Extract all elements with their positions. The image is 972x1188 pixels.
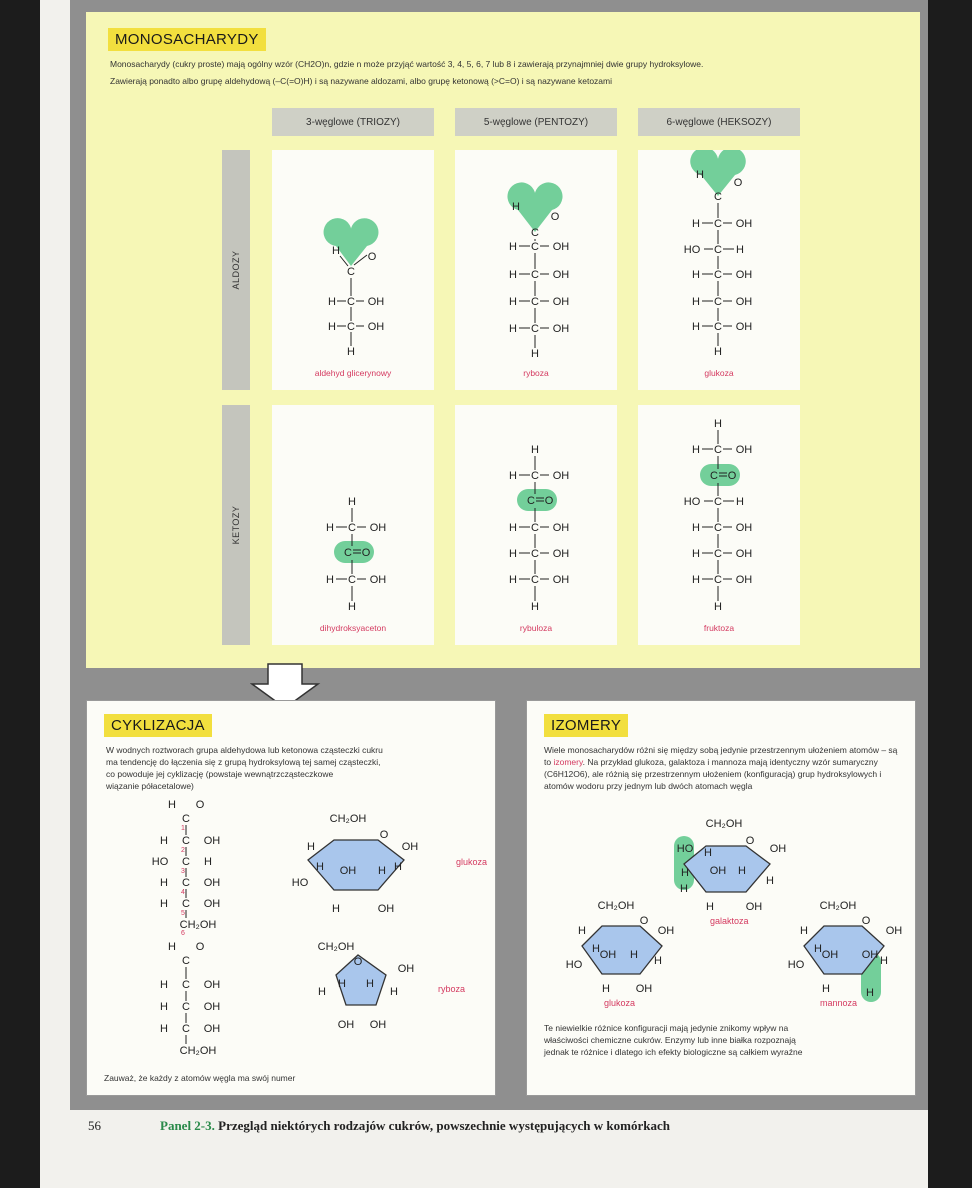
svg-text:C: C <box>182 1023 190 1035</box>
svg-text:C: C <box>182 813 190 825</box>
svg-text:C: C <box>714 244 722 256</box>
isomers-note: Te niewielkie różnice konfiguracji mają jedynie znikomy wpływ na właściwości chemiczne cukrów. Enzymy lub inne białka rozpoznają jednak te różnice i dlatego ich efekty biologiczne są całkiem wyraźne <box>544 1023 803 1057</box>
svg-text:OH: OH <box>377 903 395 915</box>
svg-text:H: H <box>692 574 700 586</box>
svg-text:C: C <box>531 296 539 308</box>
svg-text:O: O <box>733 177 743 189</box>
svg-text:H: H <box>692 321 700 333</box>
fructose-structure <box>638 405 800 645</box>
svg-text:H: H <box>696 169 704 181</box>
svg-text:H: H <box>681 867 689 879</box>
svg-text:ryboza: ryboza <box>438 984 466 994</box>
svg-text:OH: OH <box>339 865 357 877</box>
svg-text:CH₂OH: CH₂OH <box>179 919 217 931</box>
svg-text:OH: OH <box>735 321 753 333</box>
svg-text:H: H <box>318 986 326 998</box>
svg-text:O: O <box>195 799 205 811</box>
svg-text:OH: OH <box>367 296 385 308</box>
svg-text:H: H <box>630 949 638 961</box>
svg-text:CH₂OH: CH₂OH <box>317 941 355 953</box>
cell-dihydroxyacetone <box>272 405 434 645</box>
svg-text:H: H <box>509 522 517 534</box>
intro-line-2: Zawierają ponadto albo grupę aldehydową (–C(=O)H) i są nazywane aldozami, albo grupę ketonową (>C=O) i są nazywane ketozami <box>110 76 613 86</box>
svg-text:OH: OH <box>552 548 570 560</box>
svg-text:H: H <box>307 841 315 853</box>
svg-text:H: H <box>578 925 586 937</box>
svg-text:H: H <box>509 574 517 586</box>
column-header-hexoses: 6-węglowe (HEKSOZY) <box>638 108 800 136</box>
cell-fructose <box>638 405 800 645</box>
svg-text:H: H <box>509 323 517 335</box>
svg-text:OH: OH <box>552 574 570 586</box>
svg-text:C: C <box>347 296 355 308</box>
svg-text:O: O <box>639 915 649 927</box>
svg-text:HO: HO <box>291 877 309 889</box>
cell-ribulose <box>455 405 617 645</box>
svg-text:H: H <box>531 444 539 456</box>
svg-text:C: C <box>714 548 722 560</box>
svg-text:O: O <box>727 470 737 482</box>
svg-text:C: C <box>714 496 722 508</box>
svg-text:H: H <box>509 548 517 560</box>
svg-text:H: H <box>692 218 700 230</box>
svg-text:H: H <box>509 241 517 253</box>
caption-text: Przegląd niektórych rodzajów cukrów, powszechnie występujących w komórkach <box>218 1118 670 1133</box>
svg-text:mannoza: mannoza <box>820 998 858 1008</box>
svg-text:H: H <box>592 943 600 955</box>
svg-text:OH: OH <box>401 841 419 853</box>
svg-text:H: H <box>332 903 340 915</box>
svg-text:OH: OH <box>203 835 221 847</box>
svg-text:OH: OH <box>745 901 763 913</box>
svg-text:H: H <box>366 978 374 990</box>
svg-text:H: H <box>160 979 168 991</box>
svg-text:OH: OH <box>552 323 570 335</box>
svg-text:C: C <box>714 218 722 230</box>
svg-text:C: C <box>714 191 722 203</box>
svg-text:H: H <box>531 601 539 613</box>
svg-text:OH: OH <box>203 1023 221 1035</box>
svg-text:H: H <box>531 348 539 360</box>
svg-text:OH: OH <box>367 321 385 333</box>
svg-text:C: C <box>714 522 722 534</box>
svg-text:HO: HO <box>151 856 169 868</box>
svg-text:H: H <box>390 986 398 998</box>
svg-text:H: H <box>509 296 517 308</box>
svg-text:H: H <box>509 470 517 482</box>
svg-text:H: H <box>738 865 746 877</box>
svg-text:H: H <box>602 983 610 995</box>
svg-text:O: O <box>861 915 871 927</box>
svg-text:OH: OH <box>735 218 753 230</box>
svg-text:C: C <box>531 548 539 560</box>
svg-text:OH: OH <box>735 269 753 281</box>
isomers-diagram <box>526 812 914 1012</box>
svg-text:H: H <box>204 856 212 868</box>
svg-text:H: H <box>160 835 168 847</box>
ribose-label: ryboza <box>523 368 549 378</box>
svg-text:OH: OH <box>657 925 675 937</box>
svg-text:H: H <box>168 941 176 953</box>
glucose-structure <box>638 150 800 390</box>
svg-text:C: C <box>714 321 722 333</box>
ribose-structure <box>455 150 617 390</box>
svg-text:C: C <box>714 444 722 456</box>
svg-text:C: C <box>347 321 355 333</box>
svg-text:OH: OH <box>552 470 570 482</box>
svg-text:H: H <box>168 799 176 811</box>
svg-text:OH: OH <box>709 865 727 877</box>
isomers-text: Wiele monosacharydów różni się między sobą jedynie przestrzennym ułożeniem atomów – są to izomery. Na przykład glukoza, galaktoza i mannoza mają identyczny wzór sumaryczny (C6H12O6), ale różnią się przestrzennym ułożeniem (konfiguracją) grup hydroksylowych i atomów wodoru przy jednym lub dwóch atomach węgla <box>544 745 898 791</box>
svg-text:H: H <box>866 987 874 999</box>
svg-text:O: O <box>379 829 389 841</box>
svg-text:OH: OH <box>203 979 221 991</box>
svg-text:OH: OH <box>599 949 617 961</box>
svg-text:H: H <box>714 346 722 358</box>
svg-text:C: C <box>531 227 539 239</box>
page-footer <box>88 1118 101 1134</box>
svg-text:H: H <box>704 847 712 859</box>
svg-text:H: H <box>736 244 744 256</box>
svg-text:HO: HO <box>683 244 701 256</box>
svg-text:H: H <box>332 245 340 257</box>
svg-text:H: H <box>692 548 700 560</box>
fructose-label: fruktoza <box>703 623 735 633</box>
svg-text:C: C <box>182 856 190 868</box>
ribulose-label: rybuloza <box>519 623 553 633</box>
svg-text:CH₂OH: CH₂OH <box>597 900 635 912</box>
svg-text:OH: OH <box>552 296 570 308</box>
svg-text:OH: OH <box>821 949 839 961</box>
svg-text:C: C <box>348 574 356 586</box>
svg-text:H: H <box>822 983 830 995</box>
svg-text:H: H <box>509 269 517 281</box>
cell-glyceraldehyde <box>272 150 434 390</box>
svg-text:C: C <box>531 522 539 534</box>
svg-text:6: 6 <box>181 930 185 937</box>
svg-text:H: H <box>714 418 722 430</box>
svg-text:OH: OH <box>885 925 903 937</box>
svg-text:HO: HO <box>676 843 694 855</box>
svg-text:1: 1 <box>181 825 185 832</box>
svg-text:H: H <box>692 296 700 308</box>
svg-text:C: C <box>348 522 356 534</box>
cell-glucose <box>638 150 800 390</box>
isomers-title: IZOMERY <box>544 714 628 737</box>
svg-text:C: C <box>182 1001 190 1013</box>
panel-number: Panel 2-3. <box>160 1118 215 1133</box>
svg-text:H: H <box>714 601 722 613</box>
svg-text:OH: OH <box>203 1001 221 1013</box>
svg-text:OH: OH <box>735 574 753 586</box>
svg-text:OH: OH <box>369 522 387 534</box>
svg-text:C: C <box>531 323 539 335</box>
svg-text:galaktoza: galaktoza <box>710 916 749 926</box>
svg-text:CH₂OH: CH₂OH <box>819 900 857 912</box>
svg-text:H: H <box>160 877 168 889</box>
svg-text:C: C <box>182 835 190 847</box>
glyceraldehyde-label: aldehyd glicerynowy <box>314 368 392 378</box>
svg-text:H: H <box>736 496 744 508</box>
svg-text:H: H <box>316 861 324 873</box>
row-header-aldoses: ALDOZY <box>222 150 250 390</box>
svg-text:H: H <box>766 875 774 887</box>
svg-text:H: H <box>800 925 808 937</box>
svg-text:H: H <box>326 522 334 534</box>
svg-text:H: H <box>348 496 356 508</box>
glucose-label: glukoza <box>704 368 734 378</box>
svg-text:H: H <box>394 861 402 873</box>
svg-text:H: H <box>692 522 700 534</box>
svg-text:H: H <box>692 444 700 456</box>
svg-text:H: H <box>706 901 714 913</box>
svg-text:C: C <box>531 574 539 586</box>
dihydroxyacetone-label: dihydroksyaceton <box>319 623 387 633</box>
svg-text:OH: OH <box>735 444 753 456</box>
svg-text:HO: HO <box>683 496 701 508</box>
svg-text:OH: OH <box>635 983 653 995</box>
svg-text:C: C <box>531 470 539 482</box>
cyclization-text: W wodnych roztworach grupa aldehydowa lub ketonowa cząsteczki cukru ma tendencję do łączenia się z grupą hydroksylową tej samej cząsteczki, co powoduje jej cyklizację (powstaje wewnątrzcząsteczkowe wiązanie półacetalowe) <box>106 745 383 791</box>
svg-text:C: C <box>182 877 190 889</box>
svg-text:O: O <box>550 211 560 223</box>
svg-text:H: H <box>512 201 520 213</box>
svg-text:OH: OH <box>861 949 879 961</box>
svg-text:H: H <box>160 1001 168 1013</box>
svg-text:H: H <box>654 955 662 967</box>
cyclization-diagram <box>86 790 494 1090</box>
svg-text:H: H <box>328 321 336 333</box>
svg-text:OH: OH <box>552 241 570 253</box>
svg-text:4: 4 <box>181 889 185 896</box>
svg-text:H: H <box>160 898 168 910</box>
column-header-trioses: 3-węglowe (TRIOZY) <box>272 108 434 136</box>
svg-text:O: O <box>361 547 371 559</box>
svg-text:glukoza: glukoza <box>604 998 636 1008</box>
svg-text:glukoza: glukoza <box>456 857 488 867</box>
svg-text:H: H <box>347 346 355 358</box>
intro-line-1: Monosacharydy (cukry proste) mają ogólny wzór (CH2O)n, gdzie n może przyjąć wartość 3, 4, 5, 6, 7 lub 8 i zawierają przynajmniej dwie grupy hydroksylowe. <box>110 59 704 69</box>
svg-text:OH: OH <box>769 843 787 855</box>
svg-text:H: H <box>680 883 688 895</box>
svg-text:O: O <box>745 835 755 847</box>
svg-text:O: O <box>195 941 205 953</box>
svg-text:OH: OH <box>203 877 221 889</box>
svg-text:OH: OH <box>552 269 570 281</box>
svg-text:OH: OH <box>203 898 221 910</box>
row-header-ketoses: KETOZY <box>222 405 250 645</box>
svg-text:OH: OH <box>735 296 753 308</box>
svg-text:OH: OH <box>735 522 753 534</box>
dihydroxyacetone-structure <box>272 405 434 645</box>
svg-text:H: H <box>348 601 356 613</box>
cell-ribose <box>455 150 617 390</box>
svg-text:C: C <box>531 269 539 281</box>
svg-text:2: 2 <box>181 847 185 854</box>
svg-text:OH: OH <box>369 1019 387 1031</box>
svg-text:O: O <box>353 956 363 968</box>
cyclization-title: CYKLIZACJA <box>104 714 212 737</box>
svg-text:CH₂OH: CH₂OH <box>705 818 743 830</box>
svg-text:C: C <box>714 269 722 281</box>
svg-text:C: C <box>182 898 190 910</box>
svg-text:O: O <box>367 251 377 263</box>
monosaccharides-title: MONOSACHARYDY <box>108 28 266 51</box>
svg-text:H: H <box>814 943 822 955</box>
svg-text:OH: OH <box>369 574 387 586</box>
svg-text:HO: HO <box>565 959 583 971</box>
svg-text:5: 5 <box>181 910 185 917</box>
cyclization-note: Zauważ, że każdy z atomów węgla ma swój numer <box>104 1073 296 1083</box>
svg-text:C: C <box>182 979 190 991</box>
svg-text:OH: OH <box>337 1019 355 1031</box>
svg-text:H: H <box>326 574 334 586</box>
svg-text:C: C <box>710 470 718 482</box>
column-header-pentoses: 5-węglowe (PENTOZY) <box>455 108 617 136</box>
svg-text:3: 3 <box>181 868 185 875</box>
svg-text:C: C <box>714 296 722 308</box>
svg-text:H: H <box>880 955 888 967</box>
svg-text:C: C <box>527 495 535 507</box>
svg-text:CH₂OH: CH₂OH <box>179 1045 217 1057</box>
svg-text:OH: OH <box>397 963 415 975</box>
svg-text:CH₂OH: CH₂OH <box>329 813 367 825</box>
svg-text:C: C <box>344 547 352 559</box>
svg-text:C: C <box>714 574 722 586</box>
svg-text:H: H <box>328 296 336 308</box>
page-number: 56 <box>88 1118 101 1133</box>
glyceraldehyde-structure <box>272 150 434 390</box>
svg-text:C: C <box>347 266 355 278</box>
figure-caption <box>160 1118 670 1134</box>
svg-text:HO: HO <box>787 959 805 971</box>
svg-text:C: C <box>531 241 539 253</box>
svg-text:O: O <box>544 495 554 507</box>
svg-text:H: H <box>160 1023 168 1035</box>
svg-text:OH: OH <box>552 522 570 534</box>
ribulose-structure <box>455 405 617 645</box>
svg-text:OH: OH <box>735 548 753 560</box>
svg-text:C: C <box>182 955 190 967</box>
svg-text:H: H <box>692 269 700 281</box>
svg-text:H: H <box>338 978 346 990</box>
svg-text:H: H <box>378 865 386 877</box>
